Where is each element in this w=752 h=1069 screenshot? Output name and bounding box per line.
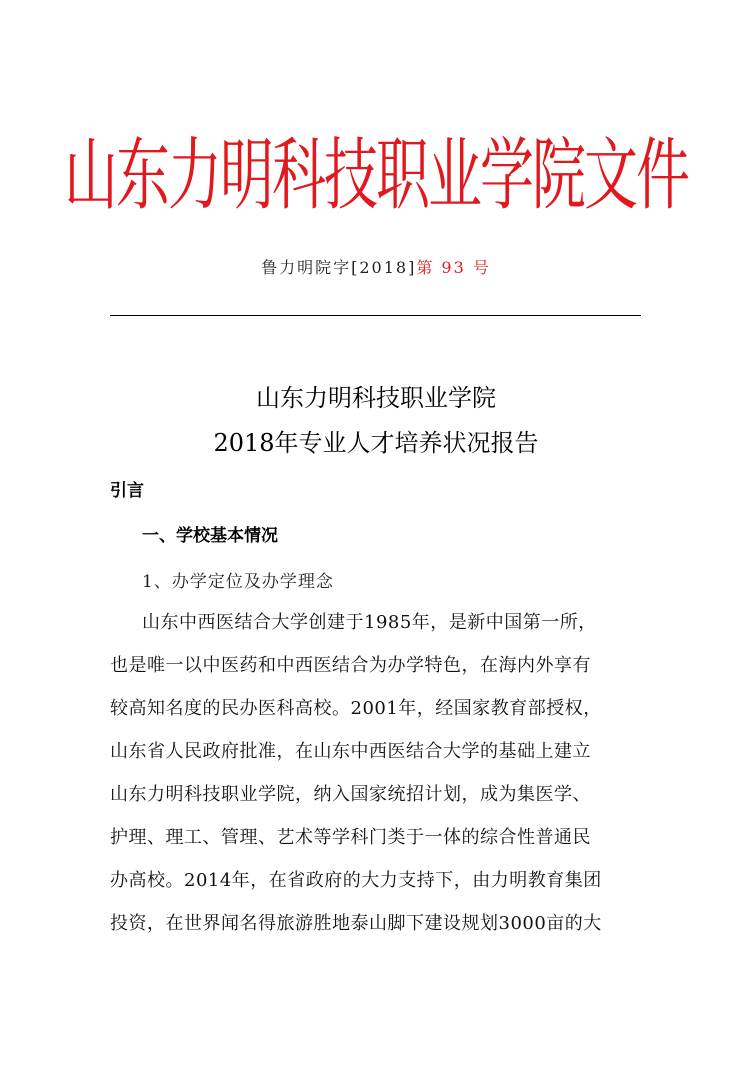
document-number xyxy=(0,255,752,278)
paragraph-line: 也是唯一以中医药和中西医结合为办学特色，在海内外享有 xyxy=(110,655,591,676)
paragraph-line: 护理、理工、管理、艺术等学科门类于一体的综合性普通民 xyxy=(110,827,591,848)
section-intro-heading: 引言 xyxy=(110,481,144,501)
masthead-title: 山东力明科技职业学院文件 xyxy=(64,129,688,221)
report-title-line-1: 山东力明科技职业学院 xyxy=(256,384,496,412)
header-divider xyxy=(110,315,641,316)
report-title-line-2: 2018年专业人才培养状况报告 xyxy=(213,429,539,457)
paragraph-line: 较高知名度的民办医科高校。2001年，经国家教育部授权， xyxy=(110,698,602,719)
document-number-prefix: 鲁力明院字[2018] xyxy=(261,258,417,277)
document-number-value: 第 93 号 xyxy=(416,258,491,277)
paragraph-line: 办高校。2014年，在省政府的大力支持下，由力明教育集团 xyxy=(110,870,602,891)
paragraph-line: 山东中西医结合大学创建于1985年，是新中国第一所， xyxy=(142,612,597,633)
section-one-heading: 一、学校基本情况 xyxy=(142,526,278,546)
subsection-one-heading: 1、办学定位及办学理念 xyxy=(142,572,334,592)
paragraph-line: 投资，在世界闻名得旅游胜地泰山脚下建设规划3000亩的大 xyxy=(110,913,602,934)
paragraph-line: 山东力明科技职业学院，纳入国家统招计划，成为集医学、 xyxy=(110,784,591,805)
paragraph-line: 山东省人民政府批准，在山东中西医结合大学的基础上建立 xyxy=(110,741,591,762)
